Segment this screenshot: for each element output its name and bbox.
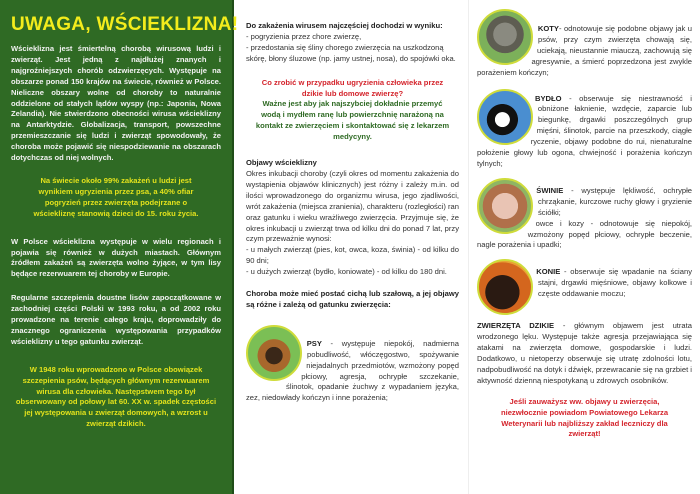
history-highlight: W 1948 roku wprowadzono w Polsce obowiązek szczepienia psów, będących głównym rezerwuarem wirusa dla człowieka. Następstwem tego był obserwowany od połowy lat 60. XX w. spadek częstości jej występowania u zwierząt domowych, a wzrost u zwierząt dzikich. (15, 364, 217, 429)
dogs-label: PSY (306, 338, 322, 348)
horses-entry (477, 259, 692, 317)
cats-label: KOTY (537, 24, 559, 33)
pigs-entry (477, 178, 692, 251)
dog-photo (246, 325, 302, 381)
intro-paragraph: Wścieklizna jest śmiertelną chorobą wirusową ludzi i zwierząt. Jest jedną z najdłużej znanych i najgroźniejszych chorób odzwierzęcych. Występuje na obszarze ponad 150 krajów na świecie, również w Polsce. Nieliczne obszary wolne od choroby to naturalnie oddzielone od stałych lądów wyspy (np.: Japonia, Nowa Zelandia). Nie stwierdzono obecności wirusa wścieklizny na Antarktydzie. Globalizacja, transport, powszechne przemieszczanie się ludzi i zwierząt spowodowały, że choroba może pojawić się niespodziewanie na obszarach dotychczas od niej wolnych. (11, 44, 221, 163)
cats-entry (477, 9, 692, 79)
horses-label: KONIE (536, 267, 561, 277)
infection-item: - przedostania się śliny chorego zwierzęcia na uszkodzoną skórę, błony śluzowe (np. jamy ustnej, nosa), do spojówki oka. (246, 42, 456, 63)
cattle-text: - obserwuje się niestrawność i obniżone łaknienie, wzdęcie, zaparcie lub biegunkę, drgawki poszczególnych grup mięśni, ślinotok, parcie na przeszkody, ciągłe ryczenie, objawy podobne do rui, nienaturalne położenie głowy lub ogona, chwiejność i porażenia kończyn tylnych; (477, 93, 692, 168)
horse-photo (477, 259, 533, 315)
bite-question: Co zrobić w przypadku ugryzienia człowieka przez dzikie lub domowe zwierzę? (261, 77, 444, 98)
cats-text: - odnotowuje się podobne objawy jak u psów, przy czym zwierzęta chowają się, uciekają, nieustannie miauczą, zachowują się agresywnie, a śmierć poprzedzona jest zwykle porażeniem kończyn; (477, 24, 692, 77)
sheep-goats-text: owce i kozy - odnotowuje się niepokój, wzmożony popęd płciowy, ochrypłe beczenie, nagle porażenia i upadki; (477, 218, 692, 250)
dogs-entry (246, 325, 459, 404)
pig-photo (477, 178, 533, 234)
vaccination-paragraph: Regularne szczepienia doustne lisów zapoczątkowane w zachodniej części Polski w 1993 roku, a od 2002 roku prowadzone na terenie całego kraju, doprowadziły do znacznego ograniczenia występowania przypadków wścieklizny u tego gatunku zwierząt. (11, 293, 221, 346)
right-panel (468, 0, 700, 494)
pigs-text: - występuje lękliwość, ochrypłe chrząkanie, kurczowe ruchy głowy i gryzienie ściółki; (538, 185, 692, 217)
infection-item: - pogryzienia przez chore zwierzę, (246, 31, 362, 41)
cow-photo (477, 89, 533, 145)
report-notice: Jeśli zauważysz ww. objawy u zwierzęcia, niezwłocznie powiadom Powiatowego Lekarza Weterynarii lub najbliższy zakład leczniczy dla zwierząt! (500, 396, 669, 439)
forms-text: Choroba może mieć postać cichą lub szałową, a jej objawy są różne i zależą od gatunku zwierzęcia: (246, 289, 459, 309)
bite-answer: Ważne jest aby jak najszybciej dokładnie przemyć wodą i mydłem ranę lub powierzchnię narażoną na kontakt ze zwierzęciem i skontaktować się z lekarzem medycyny. (255, 99, 450, 142)
wild-label: ZWIERZĘTA DZIKIE (477, 321, 555, 331)
infection-heading: Do zakażenia wirusem najczęściej dochodzi w wyniku: (246, 21, 443, 30)
left-panel (0, 0, 239, 494)
symptoms-item: - u dużych zwierząt (bydło, koniowate) - od kilku do 180 dni. (246, 267, 447, 277)
symptoms-text: Okres inkubacji choroby (czyli okres od momentu zakażenia do wystąpienia objawów klinicznych) jest różny i zależy m.in. od ilości wprowadzonego do organizmu wirusa, jego zjadliwości, wrót zakażenia (miejsca zranienia), charakteru (rozległości) ran oraz gatunku i wieku wrażliwego zwierzęcia. Przyjmuje się, że okres inkubacji u zwierząt trwa od kilku dni do ponad 7 lat, przy czym przeważnie wynosi: (246, 168, 459, 244)
cat-photo (477, 9, 533, 65)
symptoms-heading: Objawy wścieklizny (246, 158, 317, 168)
symptoms-item: - u małych zwierząt (pies, kot, owca, koza, świnia) - od kilku do 90 dni; (246, 245, 459, 266)
poland-paragraph: W Polsce wścieklizna występuje w wielu regionach i pojawia się również w dużych miastach. Głównym źródłem zakażeń są zwierzęta wolno żyjące, w tym lisy będące rezerwuarem tej choroby w Europie. (11, 236, 221, 279)
dogs-text: - występuje niepokój, nadmierna pobudliwość, włóczęgostwo, spożywanie niejadalnych przedmiotów, wzmożony popęd płciowy, agresja, ochrypłe szczekanie, ślinotok, opadanie żuchwy z wypadaniem języka, zez, niedowłady kończyn i inne porażenia; (246, 338, 459, 403)
wild-text: - głównym objawem jest utrata wrodzonego lęku. Występuje także agresja przejawiająca się atakami na zwierzęta domowe, gospodarskie i ludzi. Dodatkowo, u nietoperzy obserwuje się utratę zdolności lotu, nadpobudliwość na dotyk i dźwięk, przewracanie się na grzbiet i aktywność dzienną niespotykaną u zdrowych osobników. (477, 321, 692, 385)
page-title: UWAGA, WŚCIEKLIZNA! (11, 14, 239, 35)
cattle-entry (477, 89, 692, 170)
pigs-label: ŚWINIE (536, 185, 564, 195)
middle-panel (236, 0, 468, 494)
horses-text: - obserwuje się wpadanie na ściany stajni, drgawki mięśniowe, objawy kolkowe i częste oddawanie moczu; (538, 267, 692, 299)
cattle-label: BYDŁO (535, 93, 562, 103)
statistics-highlight: Na świecie około 99% zakażeń u ludzi jest wynikiem ugryzienia przez psa, a 40% ofiar pogryzień przez zwierzęta podejrzane o wściekliznę stanowią dzieci do 15. roku życia. (33, 175, 199, 218)
